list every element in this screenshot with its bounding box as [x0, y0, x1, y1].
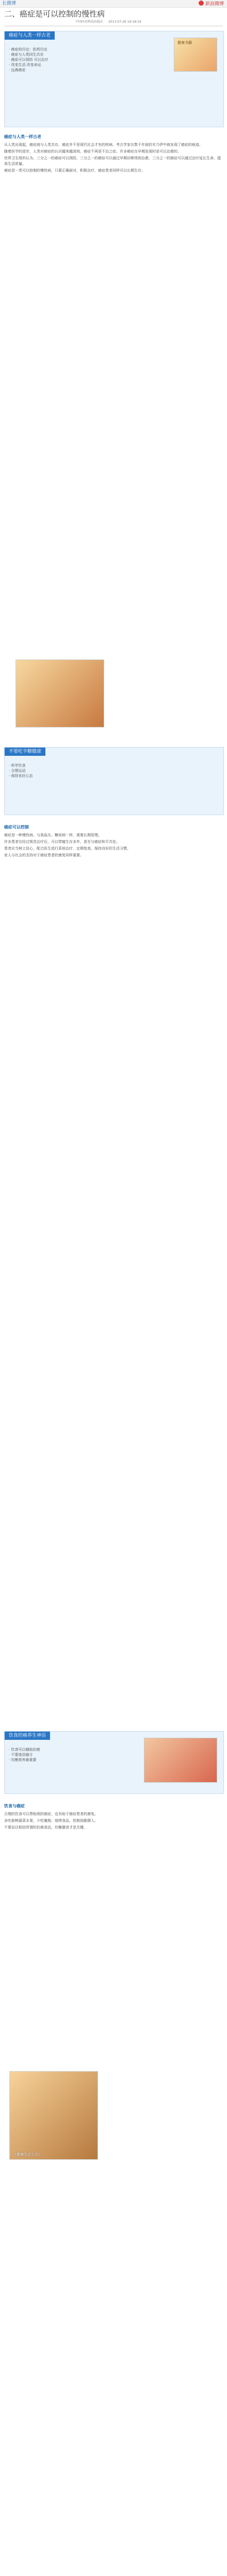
book-cover-label: 健康书籍 [177, 41, 192, 45]
article-source: 中国医药科技出版社 [75, 20, 104, 24]
card2-line: · 保持良好心态 [9, 774, 33, 778]
card1-line: · 癌症与人类同生共存 [9, 53, 44, 57]
section3-text [4, 1811, 223, 1832]
card1-line: · 癌症的历史：医药历史 [9, 47, 47, 52]
paragraph: 癌症是一类可以控制的慢性病，只要正确面对，积极治疗，癌症患者同样可以长期生存。 [4, 168, 145, 173]
book-photo-1-caption: 《健康生活方式》 [13, 2153, 42, 2157]
paragraph: 从人类出现起，癌症就与人类共存。癌症并不是现代社会才有的疾病，考古学家在数千年前的木乃伊中就发现了癌症的痕迹。 [4, 143, 203, 147]
card1-line: · 癌症可以预防 可以治疗 [9, 58, 48, 62]
paragraph: 合理的饮食可以帮助预防癌症，也有助于癌症患者的康复。 [4, 1812, 98, 1816]
info-card-1 [4, 31, 224, 127]
card3-line: · 均衡营养最重要 [9, 1758, 37, 1762]
info-card-2 [4, 747, 224, 815]
card1-ribbon: 癌症与人类一样古老 [5, 31, 55, 40]
section2-heading: 癌症可以控制 [4, 825, 29, 829]
paragraph: 随着医学的进步，人类对癌症的认识越来越深刻，癌症不再是不治之症。许多癌症在早期发现时是可以治愈的。 [4, 149, 181, 154]
paragraph: 不要盲目相信所谓的抗癌食品，均衡膳食才是关键。 [4, 1825, 87, 1829]
paragraph: 家人与社会的支持对于癌症患者的康复同样重要。 [4, 853, 84, 857]
card3-body [9, 1747, 219, 1789]
section2-text [4, 833, 223, 859]
weibo-eye-icon [199, 1, 204, 6]
card3-ribbon: 饮食控癌养生神话 [5, 1732, 50, 1740]
paragraph: 许多患者在经过规范治疗后，可以带瘤生存多年，甚至与癌症和平共处。 [4, 840, 120, 844]
card1-body [9, 47, 219, 123]
article-title: 二、癌症是可以控制的慢性病 [4, 9, 105, 19]
section3-heading: 饮食与癌症 [4, 1804, 25, 1808]
card3-line: · 不要迷信偏方 [9, 1753, 33, 1757]
weibo-logo-text: 新浪微博 [205, 2, 224, 7]
card1-line: · 远离癌症 [9, 68, 26, 72]
paragraph: 癌症是一种慢性病，与高血压、糖尿病一样，需要长期管理。 [4, 833, 102, 837]
paragraph: 患者应当树立信心，配合医生进行系统治疗，定期复查，保持良好的生活习惯。 [4, 846, 131, 851]
top-bar [0, 0, 227, 8]
card1-line: · 改变生活 改变命运 [9, 63, 41, 67]
article-meta [75, 20, 225, 24]
book-photo-1 [9, 2071, 98, 2160]
paragraph: 多吃新鲜蔬菜水果，少吃腌制、烧烤食品，控制油脂摄入。 [4, 1819, 98, 1823]
info-card-3 [4, 1731, 224, 1794]
paragraph: 世界卫生组织认为，三分之一的癌症可以预防，三分之一的癌症可以通过早期诊断得到治愈，三分之一的癌症可以通过治疗延长生命、提高生活质量。 [4, 156, 221, 166]
illustration-1 [15, 659, 104, 727]
card2-body [9, 763, 219, 810]
article-date: 2013-07-26 19:18:19 [108, 20, 141, 24]
card3-line: · 饮食可以辅助抗癌 [9, 1748, 40, 1752]
weibo-logo[interactable] [199, 1, 224, 7]
brand-name[interactable]: 长微博 [2, 1, 17, 6]
card2-ribbon: 不要吃半糖健康 [5, 748, 45, 756]
card2-line: · 科学饮食 [9, 764, 26, 768]
card2-line: · 合理运动 [9, 769, 26, 773]
section1-text [4, 142, 223, 175]
section1-heading: 癌症与人类一样古老 [4, 134, 41, 139]
